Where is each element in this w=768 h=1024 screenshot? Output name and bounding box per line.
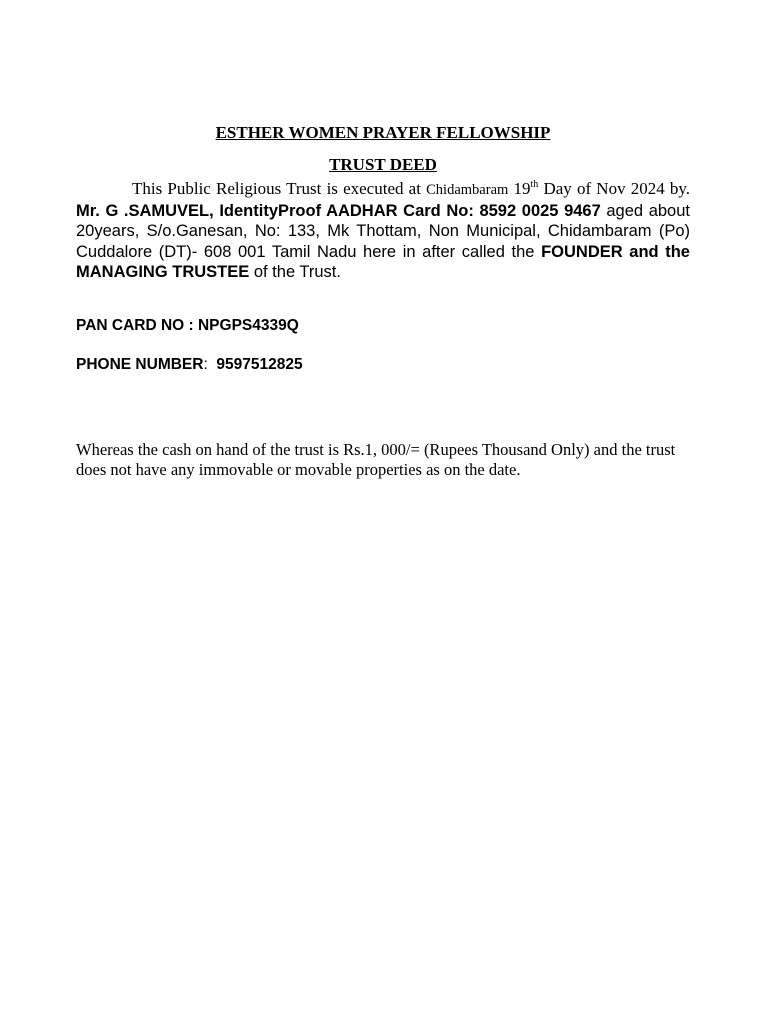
intro-text-1: This Public Religious Trust is executed at [132,179,427,198]
intro-by: by. [669,179,690,198]
trust-deed-title: TRUST DEED [329,155,437,174]
founder-details: aged about 20years, S/o.Ganesan, No: 133, Mk Thottam, Non Municipal, Chidambaram (Po) Cuddalore (DT)- 608 001 Tamil Nadu here in after called the [76,201,690,261]
pan-card-line: PAN CARD NO : NPGPS4339Q [76,317,299,334]
intro-date-day: 19 [508,179,531,198]
intro-place: Chidambaram [426,182,509,198]
founder-name-id: Mr. G .SAMUVEL, IdentityProof AADHAR Card No: 8592 0025 9467 [76,201,601,220]
phone-value: 9597512825 [216,356,303,373]
intro-paragraph [76,179,690,283]
intro-date-suffix: th [530,179,539,190]
phone-colon: : [203,356,208,373]
intro-date-rest: Day of Nov 2024 [538,179,665,198]
intro-tail: of the Trust. [249,263,341,282]
phone-label: PHONE NUMBER [76,356,204,373]
whereas-paragraph: Whereas the cash on hand of the trust is Rs.1, 000/= (Rupees Thousand Only) and the trust does not have any immovable or movable properties as on the date. [76,440,676,479]
fellowship-title: ESTHER WOMEN PRAYER FELLOWSHIP [215,123,551,142]
founder-role: FOUNDER and the MANAGING TRUSTEE [76,242,690,282]
phone-number-line [76,356,303,374]
